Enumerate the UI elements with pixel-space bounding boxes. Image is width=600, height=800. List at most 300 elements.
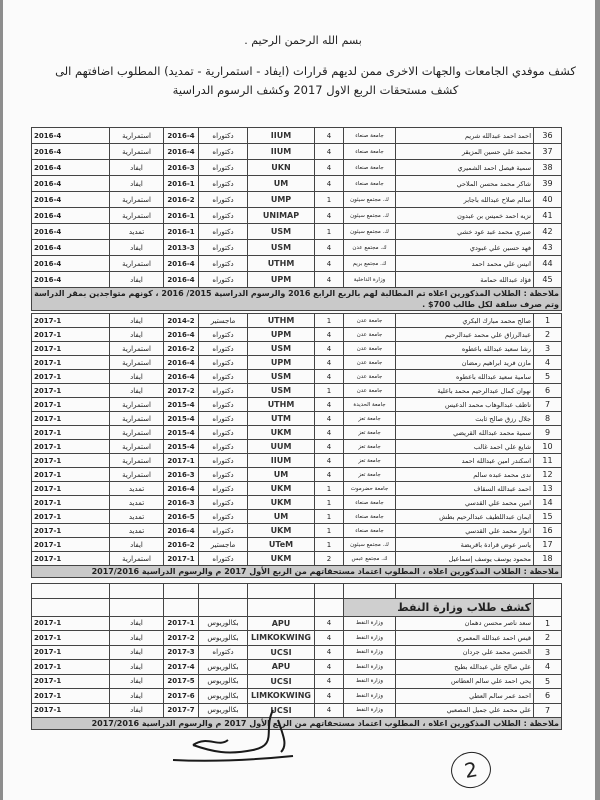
year-count: 1 <box>315 538 344 552</box>
decision-type: ايفاد <box>110 616 164 631</box>
row-number: 42 <box>534 224 562 240</box>
university: IIUM <box>248 128 315 144</box>
due-date: 2017-1 <box>32 552 110 566</box>
row-number: 38 <box>534 160 562 176</box>
year-count: 1 <box>315 314 344 328</box>
table-row <box>32 356 562 370</box>
table-row <box>32 552 562 566</box>
entity: ك. مجتمع سيئون <box>344 192 396 208</box>
entity: جامعة عدن <box>344 328 396 342</box>
university: UCSI <box>248 703 315 718</box>
decision-type: استمرارية <box>110 208 164 224</box>
start-date: 2016-3 <box>164 496 199 510</box>
year-count: 2 <box>315 552 344 566</box>
decision-type: ايفاد <box>110 160 164 176</box>
due-date: 2017-1 <box>32 426 110 440</box>
table-note: ملاحظة : الطلاب المذكورين اعلاه ، المطلوب اعتماد مستحقاتهم من الربع الأول 2017 م والرسوم الدراسية 2017/2016 <box>32 566 562 578</box>
decision-type: استمرارية <box>110 426 164 440</box>
degree: بكالوريوس <box>199 631 248 646</box>
student-name: احمد عبدالله السقاف <box>396 482 534 496</box>
start-date: 2015-4 <box>164 412 199 426</box>
start-date: 2017-2 <box>164 631 199 646</box>
table-row <box>32 128 562 144</box>
due-date: 2016-4 <box>32 128 110 144</box>
decision-type: استمرارية <box>110 398 164 412</box>
row-number: 7 <box>534 398 562 412</box>
due-date: 2017-1 <box>32 496 110 510</box>
row-number: 9 <box>534 426 562 440</box>
student-name: نهوان كمال عبدالرحيم محمد باعلية <box>396 384 534 398</box>
row-number: 5 <box>534 370 562 384</box>
university: UKM <box>248 496 315 510</box>
entity: ك. مجتمع سيئون <box>344 538 396 552</box>
degree: دكتوراه <box>199 510 248 524</box>
entity: وزارة النفط <box>344 660 396 675</box>
entity: جامعة تعز <box>344 412 396 426</box>
entity: جامعة صنعاء <box>344 524 396 538</box>
decision-type: استمرارية <box>110 342 164 356</box>
table-row <box>32 412 562 426</box>
due-date: 2016-4 <box>32 272 110 288</box>
page-number: 2 <box>448 749 494 791</box>
handwritten-signature <box>153 690 303 780</box>
due-date: 2017-1 <box>32 616 110 631</box>
university: UTHM <box>248 398 315 412</box>
degree: دكتوراه <box>199 176 248 192</box>
table-row <box>32 510 562 524</box>
degree: دكتوراه <box>199 240 248 256</box>
row-number: 2 <box>534 631 562 646</box>
degree: دكتوراه <box>199 468 248 482</box>
student-name: فؤاد عبدالله حمامة <box>396 272 534 288</box>
row-number: 36 <box>534 128 562 144</box>
entity: وزارة النفط <box>344 689 396 704</box>
start-date: 2017-1 <box>164 552 199 566</box>
table-row <box>32 272 562 288</box>
degree: دكتوراه <box>199 426 248 440</box>
start-date: 2015-4 <box>164 398 199 412</box>
start-date: 2016-5 <box>164 510 199 524</box>
university: UTHM <box>248 256 315 272</box>
student-name: انيس علي محمد احمد <box>396 256 534 272</box>
degree: دكتوراه <box>199 192 248 208</box>
start-date: 2017-7 <box>164 703 199 718</box>
due-date: 2017-1 <box>32 660 110 675</box>
start-date: 2016-4 <box>164 482 199 496</box>
year-count: 4 <box>315 272 344 288</box>
year-count: 4 <box>315 426 344 440</box>
university: UCSI <box>248 645 315 660</box>
table-row <box>32 160 562 176</box>
table-row <box>32 631 562 646</box>
start-date: 2017-5 <box>164 674 199 689</box>
entity: وزارة النفط <box>344 703 396 718</box>
entity: وزارة النفط <box>344 645 396 660</box>
year-count: 1 <box>315 384 344 398</box>
university: USM <box>248 240 315 256</box>
university: UMP <box>248 192 315 208</box>
degree: بكالوريوس <box>199 616 248 631</box>
due-date: 2017-1 <box>32 314 110 328</box>
entity: جامعة صنعاء <box>344 144 396 160</box>
student-name: الحسن محمد علي جردان <box>396 645 534 660</box>
university: APU <box>248 616 315 631</box>
due-date: 2016-4 <box>32 176 110 192</box>
row-number: 4 <box>534 660 562 675</box>
table-row <box>32 314 562 328</box>
table-row <box>32 208 562 224</box>
decision-type: استمرارية <box>110 440 164 454</box>
row-number: 6 <box>534 384 562 398</box>
due-date: 2016-4 <box>32 208 110 224</box>
university: USM <box>248 224 315 240</box>
student-name: ندى محمد عبده سالم <box>396 468 534 482</box>
year-count: 4 <box>315 398 344 412</box>
student-name: جلال رزق صالح ثابت <box>396 412 534 426</box>
year-count: 4 <box>315 412 344 426</box>
year-count: 4 <box>315 674 344 689</box>
row-number: 11 <box>534 454 562 468</box>
entity: ك. مجتمع سيئون <box>344 208 396 224</box>
student-name: صبري محمد عبد عود خشي <box>396 224 534 240</box>
due-date: 2017-1 <box>32 689 110 704</box>
decision-type: ايفاد <box>110 689 164 704</box>
degree: دكتوراه <box>199 370 248 384</box>
degree: بكالوريوس <box>199 660 248 675</box>
university: IIUM <box>248 454 315 468</box>
entity: جامعة تعز <box>344 468 396 482</box>
decision-type: استمرارية <box>110 192 164 208</box>
decision-type: استمرارية <box>110 454 164 468</box>
due-date: 2017-1 <box>32 538 110 552</box>
due-date: 2017-1 <box>32 703 110 718</box>
start-date: 2015-4 <box>164 426 199 440</box>
start-date: 2016-4 <box>164 328 199 342</box>
degree: دكتوراه <box>199 144 248 160</box>
table-row <box>32 398 562 412</box>
decision-type: تمديد <box>110 524 164 538</box>
start-date: 2017-2 <box>164 384 199 398</box>
student-name: يحي احمد علي سالم العطاس <box>396 674 534 689</box>
row-number: 2 <box>534 328 562 342</box>
due-date: 2016-4 <box>32 144 110 160</box>
row-number: 12 <box>534 468 562 482</box>
year-count: 4 <box>315 660 344 675</box>
entity: جامعة صنعاء <box>344 496 396 510</box>
due-date: 2017-1 <box>32 674 110 689</box>
empty-cell <box>164 584 199 599</box>
empty-cell <box>248 584 315 599</box>
degree: دكتوراه <box>199 440 248 454</box>
row-number: 1 <box>534 314 562 328</box>
row-number: 18 <box>534 552 562 566</box>
degree: دكتوراه <box>199 496 248 510</box>
year-count: 4 <box>315 616 344 631</box>
degree: دكتوراه <box>199 272 248 288</box>
university: UKN <box>248 160 315 176</box>
table-row <box>32 468 562 482</box>
row-number: 15 <box>534 510 562 524</box>
start-date: 2015-4 <box>164 440 199 454</box>
year-count: 4 <box>315 468 344 482</box>
year-count: 4 <box>315 454 344 468</box>
due-date: 2017-1 <box>32 398 110 412</box>
row-number: 39 <box>534 176 562 192</box>
student-name: علي محمد علي جميل المصعبي <box>396 703 534 718</box>
empty-cell <box>315 598 344 616</box>
start-date: 2016-4 <box>164 272 199 288</box>
year-count: 4 <box>315 631 344 646</box>
decision-type: تمديد <box>110 224 164 240</box>
university: UKM <box>248 524 315 538</box>
student-name: صالح محمد مبارك البكري <box>396 314 534 328</box>
student-name: علي صالح علي عبدالله بطيح <box>396 660 534 675</box>
year-count: 4 <box>315 160 344 176</box>
student-name: ناظف عبدالوهاب محمد الدعيس <box>396 398 534 412</box>
due-date: 2017-1 <box>32 482 110 496</box>
entity: وزارة الداخلية <box>344 272 396 288</box>
table-row <box>32 538 562 552</box>
year-count: 4 <box>315 328 344 342</box>
student-name: عبدالرزاق علي محمد عبدالرحيم <box>396 328 534 342</box>
table-row <box>32 224 562 240</box>
decision-type: ايفاد <box>110 240 164 256</box>
entity: جامعة عدن <box>344 342 396 356</box>
table-row <box>32 192 562 208</box>
degree: ماجستير <box>199 538 248 552</box>
decision-type: تمديد <box>110 496 164 510</box>
decision-type: استمرارية <box>110 412 164 426</box>
year-count: 4 <box>315 240 344 256</box>
row-number: 43 <box>534 240 562 256</box>
year-count: 1 <box>315 510 344 524</box>
due-date: 2016-4 <box>32 192 110 208</box>
student-name: اسكندر امين عبدالله احمد <box>396 454 534 468</box>
student-name: ياسر عوض قرادة باقريضة <box>396 538 534 552</box>
table-row <box>32 370 562 384</box>
table-row <box>32 482 562 496</box>
start-date: 2017-1 <box>164 616 199 631</box>
section-title: كشف طلاب وزارة النفط <box>344 598 534 616</box>
student-name: شاكر محمد محسن الملاحي <box>396 176 534 192</box>
university: UPM <box>248 272 315 288</box>
university: UCSI <box>248 674 315 689</box>
decision-type: تمديد <box>110 510 164 524</box>
empty-cell <box>110 584 164 599</box>
degree: دكتوراه <box>199 160 248 176</box>
due-date: 2016-4 <box>32 256 110 272</box>
start-date: 2017-3 <box>164 645 199 660</box>
entity: ك. مجتمع عبس <box>344 552 396 566</box>
degree: دكتوراه <box>199 454 248 468</box>
entity: جامعة صنعاء <box>344 176 396 192</box>
due-date: 2016-4 <box>32 160 110 176</box>
year-count: 1 <box>315 224 344 240</box>
row-number: 41 <box>534 208 562 224</box>
empty-cell <box>164 598 199 616</box>
table-row <box>32 176 562 192</box>
start-date: 2016-3 <box>164 160 199 176</box>
year-count: 4 <box>315 342 344 356</box>
due-date: 2017-1 <box>32 454 110 468</box>
table-row <box>32 674 562 689</box>
row-number: 17 <box>534 538 562 552</box>
student-name: سمية محمد عبدالله القريضي <box>396 426 534 440</box>
year-count: 4 <box>315 208 344 224</box>
entity: جامعة حضرموت <box>344 482 396 496</box>
year-count: 4 <box>315 440 344 454</box>
decision-type: استمرارية <box>110 552 164 566</box>
decision-type: ايفاد <box>110 645 164 660</box>
empty-cell <box>396 584 534 599</box>
document-page <box>3 0 595 800</box>
year-count: 4 <box>315 144 344 160</box>
entity: وزارة النفط <box>344 616 396 631</box>
university: LIMKOKWING <box>248 631 315 646</box>
row-number: 1 <box>534 616 562 631</box>
university: UM <box>248 176 315 192</box>
row-number: 13 <box>534 482 562 496</box>
entity: جامعة صنعاء <box>344 160 396 176</box>
student-name: سامية سعيد عبدالله باعطوه <box>396 370 534 384</box>
university: UKM <box>248 426 315 440</box>
empty-cell <box>32 584 110 599</box>
degree: بكالوريوس <box>199 674 248 689</box>
due-date: 2017-1 <box>32 645 110 660</box>
start-date: 2016-3 <box>164 468 199 482</box>
year-count: 4 <box>315 356 344 370</box>
decision-type: ايفاد <box>110 660 164 675</box>
due-date: 2016-4 <box>32 240 110 256</box>
students-table-1 <box>31 127 562 311</box>
degree: دكتوراه <box>199 328 248 342</box>
decision-type: ايفاد <box>110 370 164 384</box>
row-number: 37 <box>534 144 562 160</box>
degree: دكتوراه <box>199 384 248 398</box>
student-name: نزيه احمد خميس بن عبدون <box>396 208 534 224</box>
year-count: 4 <box>315 703 344 718</box>
entity: جامعة صنعاء <box>344 510 396 524</box>
decision-type: تمديد <box>110 482 164 496</box>
entity: جامعة الحديدة <box>344 398 396 412</box>
student-name: سالم صلاح عبدالله باجابر <box>396 192 534 208</box>
decision-type: ايفاد <box>110 538 164 552</box>
due-date: 2017-1 <box>32 524 110 538</box>
decision-type: ايفاد <box>110 176 164 192</box>
student-name: محمد علي حسين المزيقر <box>396 144 534 160</box>
row-number: 4 <box>534 356 562 370</box>
decision-type: ايفاد <box>110 272 164 288</box>
table-row <box>32 660 562 675</box>
empty-cell <box>199 584 248 599</box>
row-number: 14 <box>534 496 562 510</box>
student-name: امين محمد علي القدسي <box>396 496 534 510</box>
entity: جامعة عدن <box>344 370 396 384</box>
university: UKM <box>248 482 315 496</box>
table-row <box>32 240 562 256</box>
degree: ماجستير <box>199 314 248 328</box>
university: UTM <box>248 412 315 426</box>
row-number: 10 <box>534 440 562 454</box>
entity: وزارة النفط <box>344 674 396 689</box>
student-name: احمد عمر سالم العطي <box>396 689 534 704</box>
decision-type: استمرارية <box>110 128 164 144</box>
basmala: بسم الله الرحمن الرحيم . <box>244 34 362 47</box>
table-row <box>32 328 562 342</box>
due-date: 2017-1 <box>32 356 110 370</box>
start-date: 2016-4 <box>164 370 199 384</box>
row-number: 8 <box>534 412 562 426</box>
due-date: 2017-1 <box>32 384 110 398</box>
row-number: 3 <box>534 645 562 660</box>
university: LIMKOKWING <box>248 689 315 704</box>
start-date: 2016-1 <box>164 224 199 240</box>
empty-cell <box>248 598 315 616</box>
empty-cell <box>110 598 164 616</box>
decision-type: استمرارية <box>110 256 164 272</box>
year-count: 4 <box>315 128 344 144</box>
decision-type: استمرارية <box>110 144 164 160</box>
row-number: 7 <box>534 703 562 718</box>
entity: ك. مجتمع سيئون <box>344 224 396 240</box>
degree: دكتوراه <box>199 645 248 660</box>
year-count: 4 <box>315 176 344 192</box>
table-row <box>32 454 562 468</box>
entity: جامعة تعز <box>344 440 396 454</box>
student-name: قيس احمد عبدالله المعمري <box>396 631 534 646</box>
empty-cell <box>199 598 248 616</box>
empty-cell <box>315 584 344 599</box>
decision-type: ايفاد <box>110 631 164 646</box>
row-number: 16 <box>534 524 562 538</box>
degree: دكتوراه <box>199 552 248 566</box>
year-count: 4 <box>315 370 344 384</box>
table-row <box>32 496 562 510</box>
row-number: 3 <box>534 342 562 356</box>
start-date: 2017-1 <box>164 454 199 468</box>
decision-type: ايفاد <box>110 384 164 398</box>
year-count: 1 <box>315 192 344 208</box>
due-date: 2017-1 <box>32 370 110 384</box>
university: UTeM <box>248 538 315 552</box>
year-count: 1 <box>315 482 344 496</box>
student-name: محمود يوسف يوسف إسماعيل <box>396 552 534 566</box>
degree: دكتوراه <box>199 342 248 356</box>
table-row <box>32 342 562 356</box>
table-row <box>32 384 562 398</box>
empty-cell <box>534 598 562 616</box>
student-name: احمد احمد عبدالله شريم <box>396 128 534 144</box>
decision-type: ايفاد <box>110 314 164 328</box>
student-name: سمية فيصل احمد الشميري <box>396 160 534 176</box>
degree: دكتوراه <box>199 524 248 538</box>
due-date: 2017-1 <box>32 342 110 356</box>
university: USM <box>248 370 315 384</box>
entity: ك. مجتمع عدن <box>344 240 396 256</box>
student-name: مازن فريد ابراهيم رمضان <box>396 356 534 370</box>
entity: ك. مجتمع بريم <box>344 256 396 272</box>
university: APU <box>248 660 315 675</box>
student-name: شايع علي احمد غالب <box>396 440 534 454</box>
university: UM <box>248 510 315 524</box>
year-count: 4 <box>315 689 344 704</box>
table-row <box>32 426 562 440</box>
degree: دكتوراه <box>199 256 248 272</box>
university: UNIMAP <box>248 208 315 224</box>
due-date: 2016-4 <box>32 224 110 240</box>
university: USM <box>248 342 315 356</box>
due-date: 2017-1 <box>32 631 110 646</box>
